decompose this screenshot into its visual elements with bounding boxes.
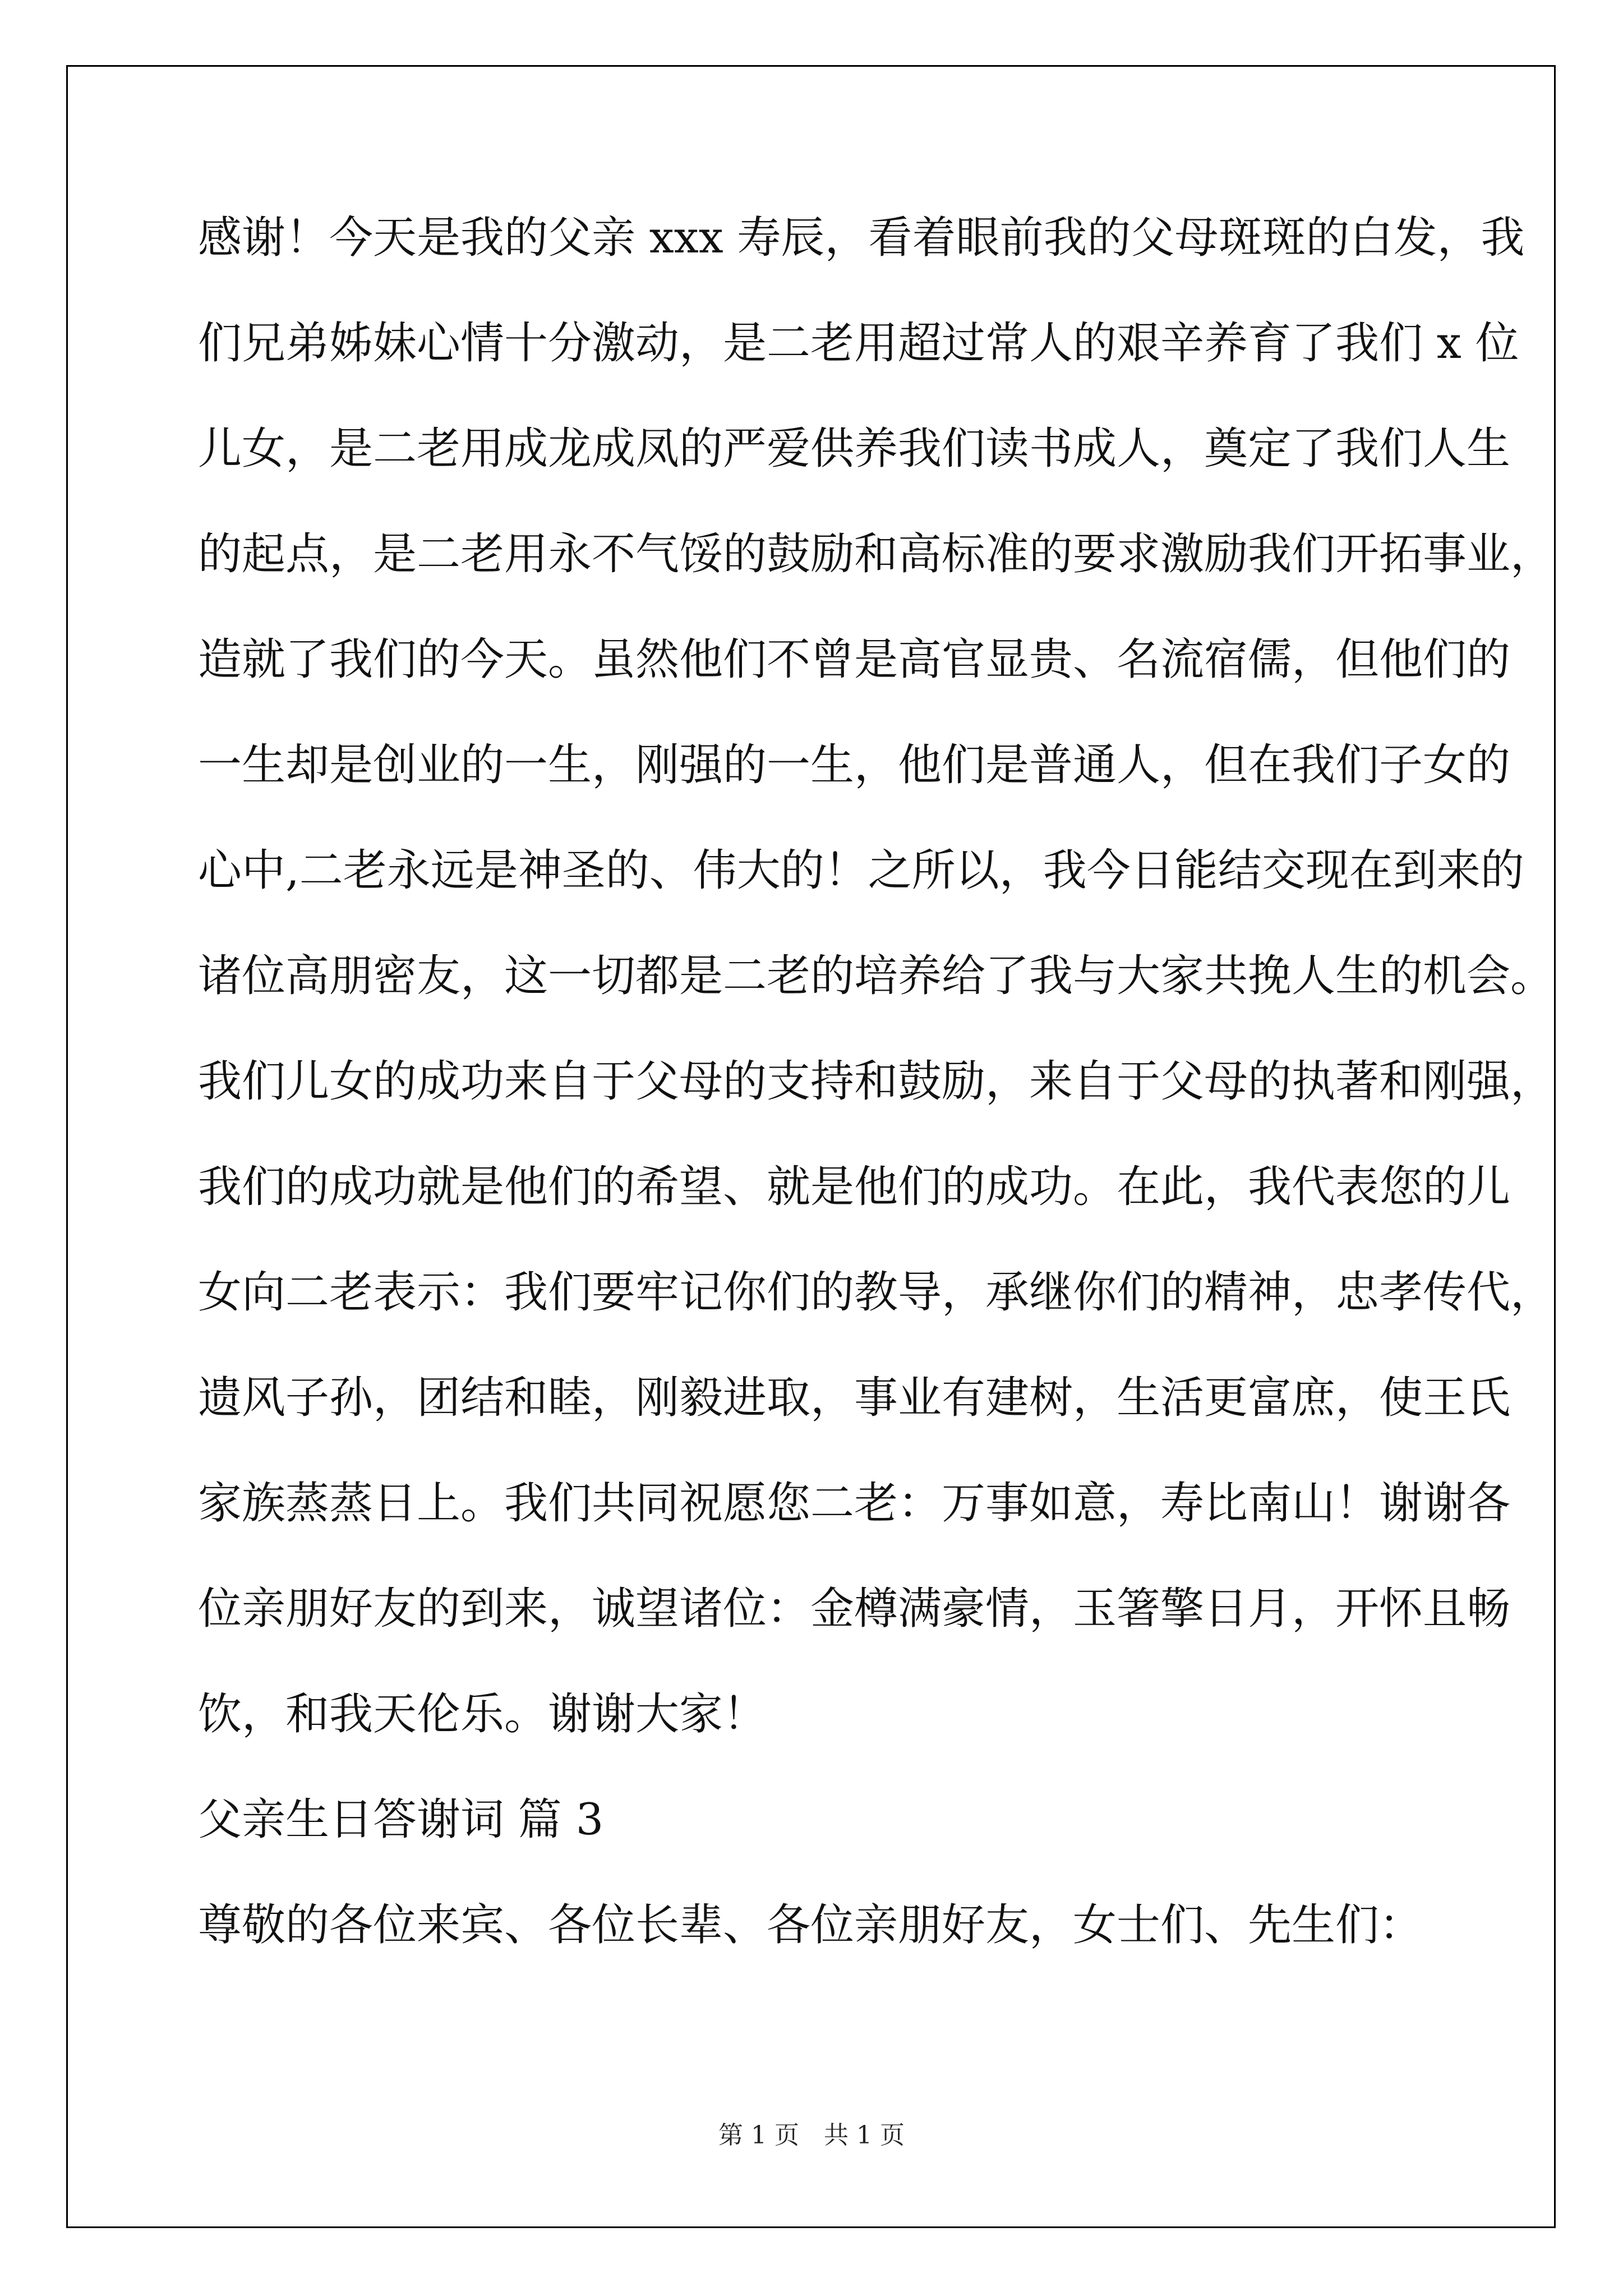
paragraph-line: 儿女，是二老用成龙成凤的严爱供养我们读书成人，奠定了我们人生 [198, 424, 1511, 474]
paragraph-line: 家族蒸蒸日上。我们共同祝愿您二老：万事如意，寿比南山！谢谢各 [198, 1478, 1511, 1529]
paragraph-line: 诸位高朋密友，这一切都是二老的培养给了我与大家共挽人生的机会。 [198, 951, 1555, 1001]
document-body [198, 185, 1555, 1978]
salutation: 尊敬的各位来宾、各位长辈、各位亲朋好友，女士们、先生们： [198, 1900, 1423, 1950]
paragraph-line: 女向二老表示：我们要牢记你们的教导，承继你们的精神，忠孝传代， [198, 1267, 1555, 1318]
paragraph-line: 一生却是创业的一生，刚强的一生，他们是普通人，但在我们子女的 [198, 740, 1511, 790]
paragraph-line: 位亲朋好友的到来，诚望诸位：金樽满豪情，玉箸擎日月，开怀且畅 [198, 1584, 1511, 1634]
paragraph-line: 们兄弟姊妹心情十分激动，是二老用超过常人的艰辛养育了我们 x 位 [198, 318, 1519, 369]
section-heading: 父亲生日答谢词 篇 3 [198, 1795, 604, 1845]
paragraph-line: 造就了我们的今天。虽然他们不曾是高官显贵、名流宿儒，但他们的 [198, 634, 1511, 685]
paragraph-line: 心中,二老永远是神圣的、伟大的！之所以，我今日能结交现在到来的 [198, 845, 1524, 896]
page-footer: 第 1 页 共 1 页 [718, 2121, 905, 2150]
paragraph-line: 我们儿女的成功来自于父母的支持和鼓励，来自于父母的执著和刚强， [198, 1056, 1555, 1107]
paragraph-line: 遗风子孙，团结和睦，刚毅进取，事业有建树，生活更富庶，使王氏 [198, 1373, 1511, 1423]
paragraph-line: 我们的成功就是他们的希望、就是他们的成功。在此，我代表您的儿 [198, 1162, 1511, 1212]
paragraph-line: 饮，和我天伦乐。谢谢大家！ [198, 1689, 767, 1740]
paragraph-line: 的起点，是二老用永不气馁的鼓励和高标准的要求激励我们开拓事业， [198, 529, 1555, 579]
paragraph-line: 感谢！今天是我的父亲 xxx 寿辰，看着眼前我的父母斑斑的白发，我 [198, 213, 1525, 263]
